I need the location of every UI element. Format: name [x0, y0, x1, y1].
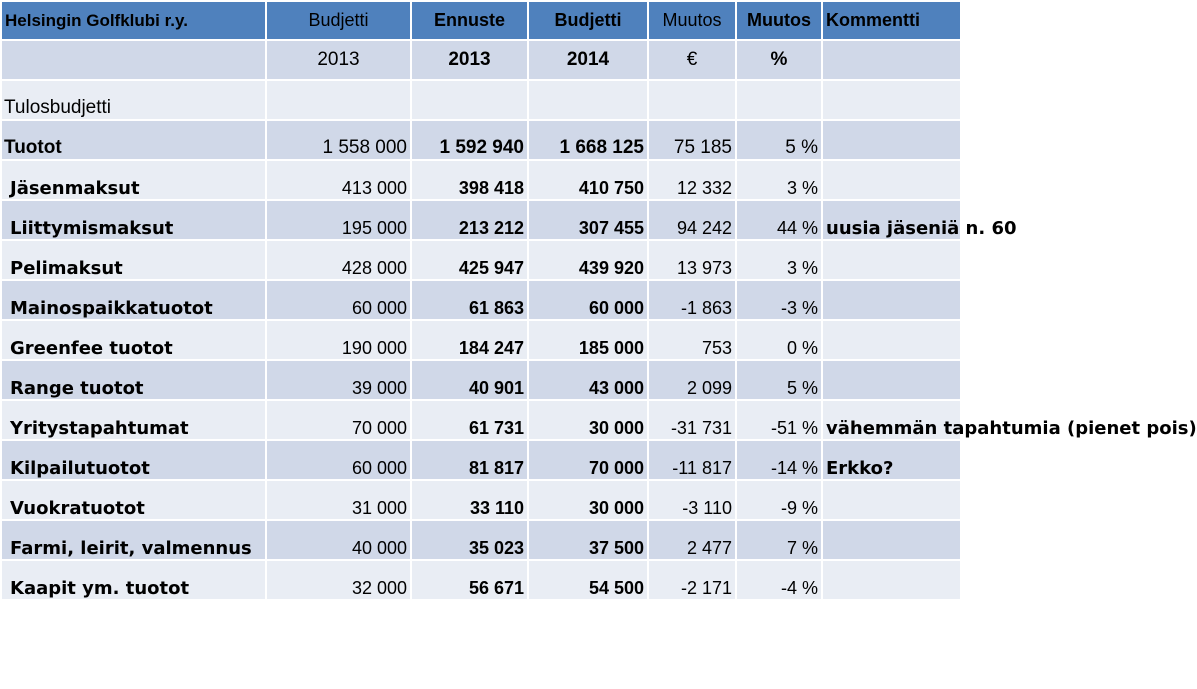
cell-forecast-2013: 184 247 [411, 320, 528, 360]
row-label: Kaapit ym. tuotot [1, 560, 266, 600]
cell-budget-2014: 185 000 [528, 320, 648, 360]
cell-change-eur: 75 185 [648, 120, 736, 160]
cell-forecast-2013: 398 418 [411, 160, 528, 200]
cell-change-eur: -31 731 [648, 400, 736, 440]
table-row [1, 480, 961, 520]
cell-budget-2013: 428 000 [266, 240, 411, 280]
cell-budget-2013: 1 558 000 [266, 120, 411, 160]
table-row [1, 560, 961, 600]
cell-budget-2013: 32 000 [266, 560, 411, 600]
cell-comment: vähemmän tapahtumia (pienet pois) [822, 400, 961, 440]
cell-comment [822, 480, 961, 520]
table-row [1, 200, 961, 240]
cell-change-eur: 753 [648, 320, 736, 360]
cell-forecast-2013: 81 817 [411, 440, 528, 480]
col-header-change-pct: Muutos [736, 1, 822, 40]
row-label: Farmi, leirit, valmennus [1, 520, 266, 560]
row-label: Jäsenmaksut [1, 160, 266, 200]
cell-forecast-2013: 1 592 940 [411, 120, 528, 160]
unit-eur: € [648, 40, 736, 80]
cell-comment [822, 240, 961, 280]
col-header-budget-2014: Budjetti [528, 1, 648, 40]
cell-comment [822, 560, 961, 600]
cell-comment [822, 280, 961, 320]
table-row [1, 240, 961, 280]
cell-change-pct: -51 % [736, 400, 822, 440]
cell-change-pct: -14 % [736, 440, 822, 480]
cell-change-eur: 2 099 [648, 360, 736, 400]
organization-title [1, 1, 266, 40]
cell-budget-2013: 60 000 [266, 280, 411, 320]
cell-change-pct: 3 % [736, 160, 822, 200]
cell-budget-2013: 60 000 [266, 440, 411, 480]
cell-budget-2013: 190 000 [266, 320, 411, 360]
section-title-row [1, 80, 961, 120]
cell-budget-2014: 439 920 [528, 240, 648, 280]
title-text: Helsingin Golfklubi r [5, 10, 171, 30]
cell-change-eur: -1 863 [648, 280, 736, 320]
row-label: Greenfee tuotot [1, 320, 266, 360]
cell-change-pct: -9 % [736, 480, 822, 520]
cell-budget-2014: 30 000 [528, 480, 648, 520]
cell-budget-2014: 43 000 [528, 360, 648, 400]
cell-change-eur: -3 110 [648, 480, 736, 520]
cell-forecast-2013: 61 731 [411, 400, 528, 440]
subheader-row [1, 40, 961, 80]
cell-budget-2014: 307 455 [528, 200, 648, 240]
subheader-comment-blank [822, 40, 961, 80]
cell-change-pct: 5 % [736, 360, 822, 400]
col-header-comment: Kommentti [822, 1, 961, 40]
cell-change-eur: 2 477 [648, 520, 736, 560]
col-header-forecast-2013: Ennuste [411, 1, 528, 40]
cell-budget-2014: 37 500 [528, 520, 648, 560]
cell-budget-2014: 54 500 [528, 560, 648, 600]
cell-comment: uusia jäseniä n. 60 [822, 200, 961, 240]
table-row [1, 360, 961, 400]
row-label: Liittymismaksut [1, 200, 266, 240]
cell-forecast-2013: 425 947 [411, 240, 528, 280]
cell-budget-2014: 30 000 [528, 400, 648, 440]
cell-forecast-2013: 56 671 [411, 560, 528, 600]
table-row [1, 440, 961, 480]
row-label: Kilpailutuotot [1, 440, 266, 480]
header-row [1, 1, 961, 40]
cell-change-pct: 44 % [736, 200, 822, 240]
table-row [1, 280, 961, 320]
cell-budget-2013: 70 000 [266, 400, 411, 440]
cell-budget-2013: 413 000 [266, 160, 411, 200]
cell-forecast-2013: 213 212 [411, 200, 528, 240]
cell-comment [822, 520, 961, 560]
cell-change-pct: -4 % [736, 560, 822, 600]
cell-change-eur: 13 973 [648, 240, 736, 280]
cell-budget-2013: 39 000 [266, 360, 411, 400]
year-budget-2013: 2013 [266, 40, 411, 80]
table-row [1, 520, 961, 560]
cell-forecast-2013: 61 863 [411, 280, 528, 320]
cell-change-eur: -2 171 [648, 560, 736, 600]
cell-comment [822, 360, 961, 400]
year-budget-2014: 2014 [528, 40, 648, 80]
cell-change-pct: 7 % [736, 520, 822, 560]
table-row [1, 320, 961, 360]
cell-comment [822, 320, 961, 360]
title-suffix: .y. [170, 10, 188, 30]
cell-budget-2013: 40 000 [266, 520, 411, 560]
row-label: Pelimaksut [1, 240, 266, 280]
row-label: Tuotot [1, 120, 266, 160]
cell-comment [822, 120, 961, 160]
table-row [1, 120, 961, 160]
section-title: Tulosbudjetti [1, 80, 266, 120]
row-label: Yritystapahtumat [1, 400, 266, 440]
cell-budget-2013: 195 000 [266, 200, 411, 240]
cell-comment: Erkko? [822, 440, 961, 480]
cell-change-pct: -3 % [736, 280, 822, 320]
cell-forecast-2013: 33 110 [411, 480, 528, 520]
cell-budget-2014: 410 750 [528, 160, 648, 200]
cell-change-pct: 0 % [736, 320, 822, 360]
cell-change-eur: 94 242 [648, 200, 736, 240]
col-header-budget-2013: Budjetti [266, 1, 411, 40]
table-row [1, 400, 961, 440]
cell-forecast-2013: 40 901 [411, 360, 528, 400]
cell-change-pct: 3 % [736, 240, 822, 280]
cell-change-eur: -11 817 [648, 440, 736, 480]
cell-change-pct: 5 % [736, 120, 822, 160]
row-label: Mainospaikkatuotot [1, 280, 266, 320]
cell-budget-2014: 60 000 [528, 280, 648, 320]
cell-budget-2014: 70 000 [528, 440, 648, 480]
cell-comment [822, 160, 961, 200]
subheader-blank [1, 40, 266, 80]
cell-budget-2014: 1 668 125 [528, 120, 648, 160]
col-header-change-eur: Muutos [648, 1, 736, 40]
cell-budget-2013: 31 000 [266, 480, 411, 520]
cell-forecast-2013: 35 023 [411, 520, 528, 560]
table-row [1, 160, 961, 200]
year-forecast-2013: 2013 [411, 40, 528, 80]
row-label: Range tuotot [1, 360, 266, 400]
row-label: Vuokratuotot [1, 480, 266, 520]
unit-pct: % [736, 40, 822, 80]
cell-change-eur: 12 332 [648, 160, 736, 200]
